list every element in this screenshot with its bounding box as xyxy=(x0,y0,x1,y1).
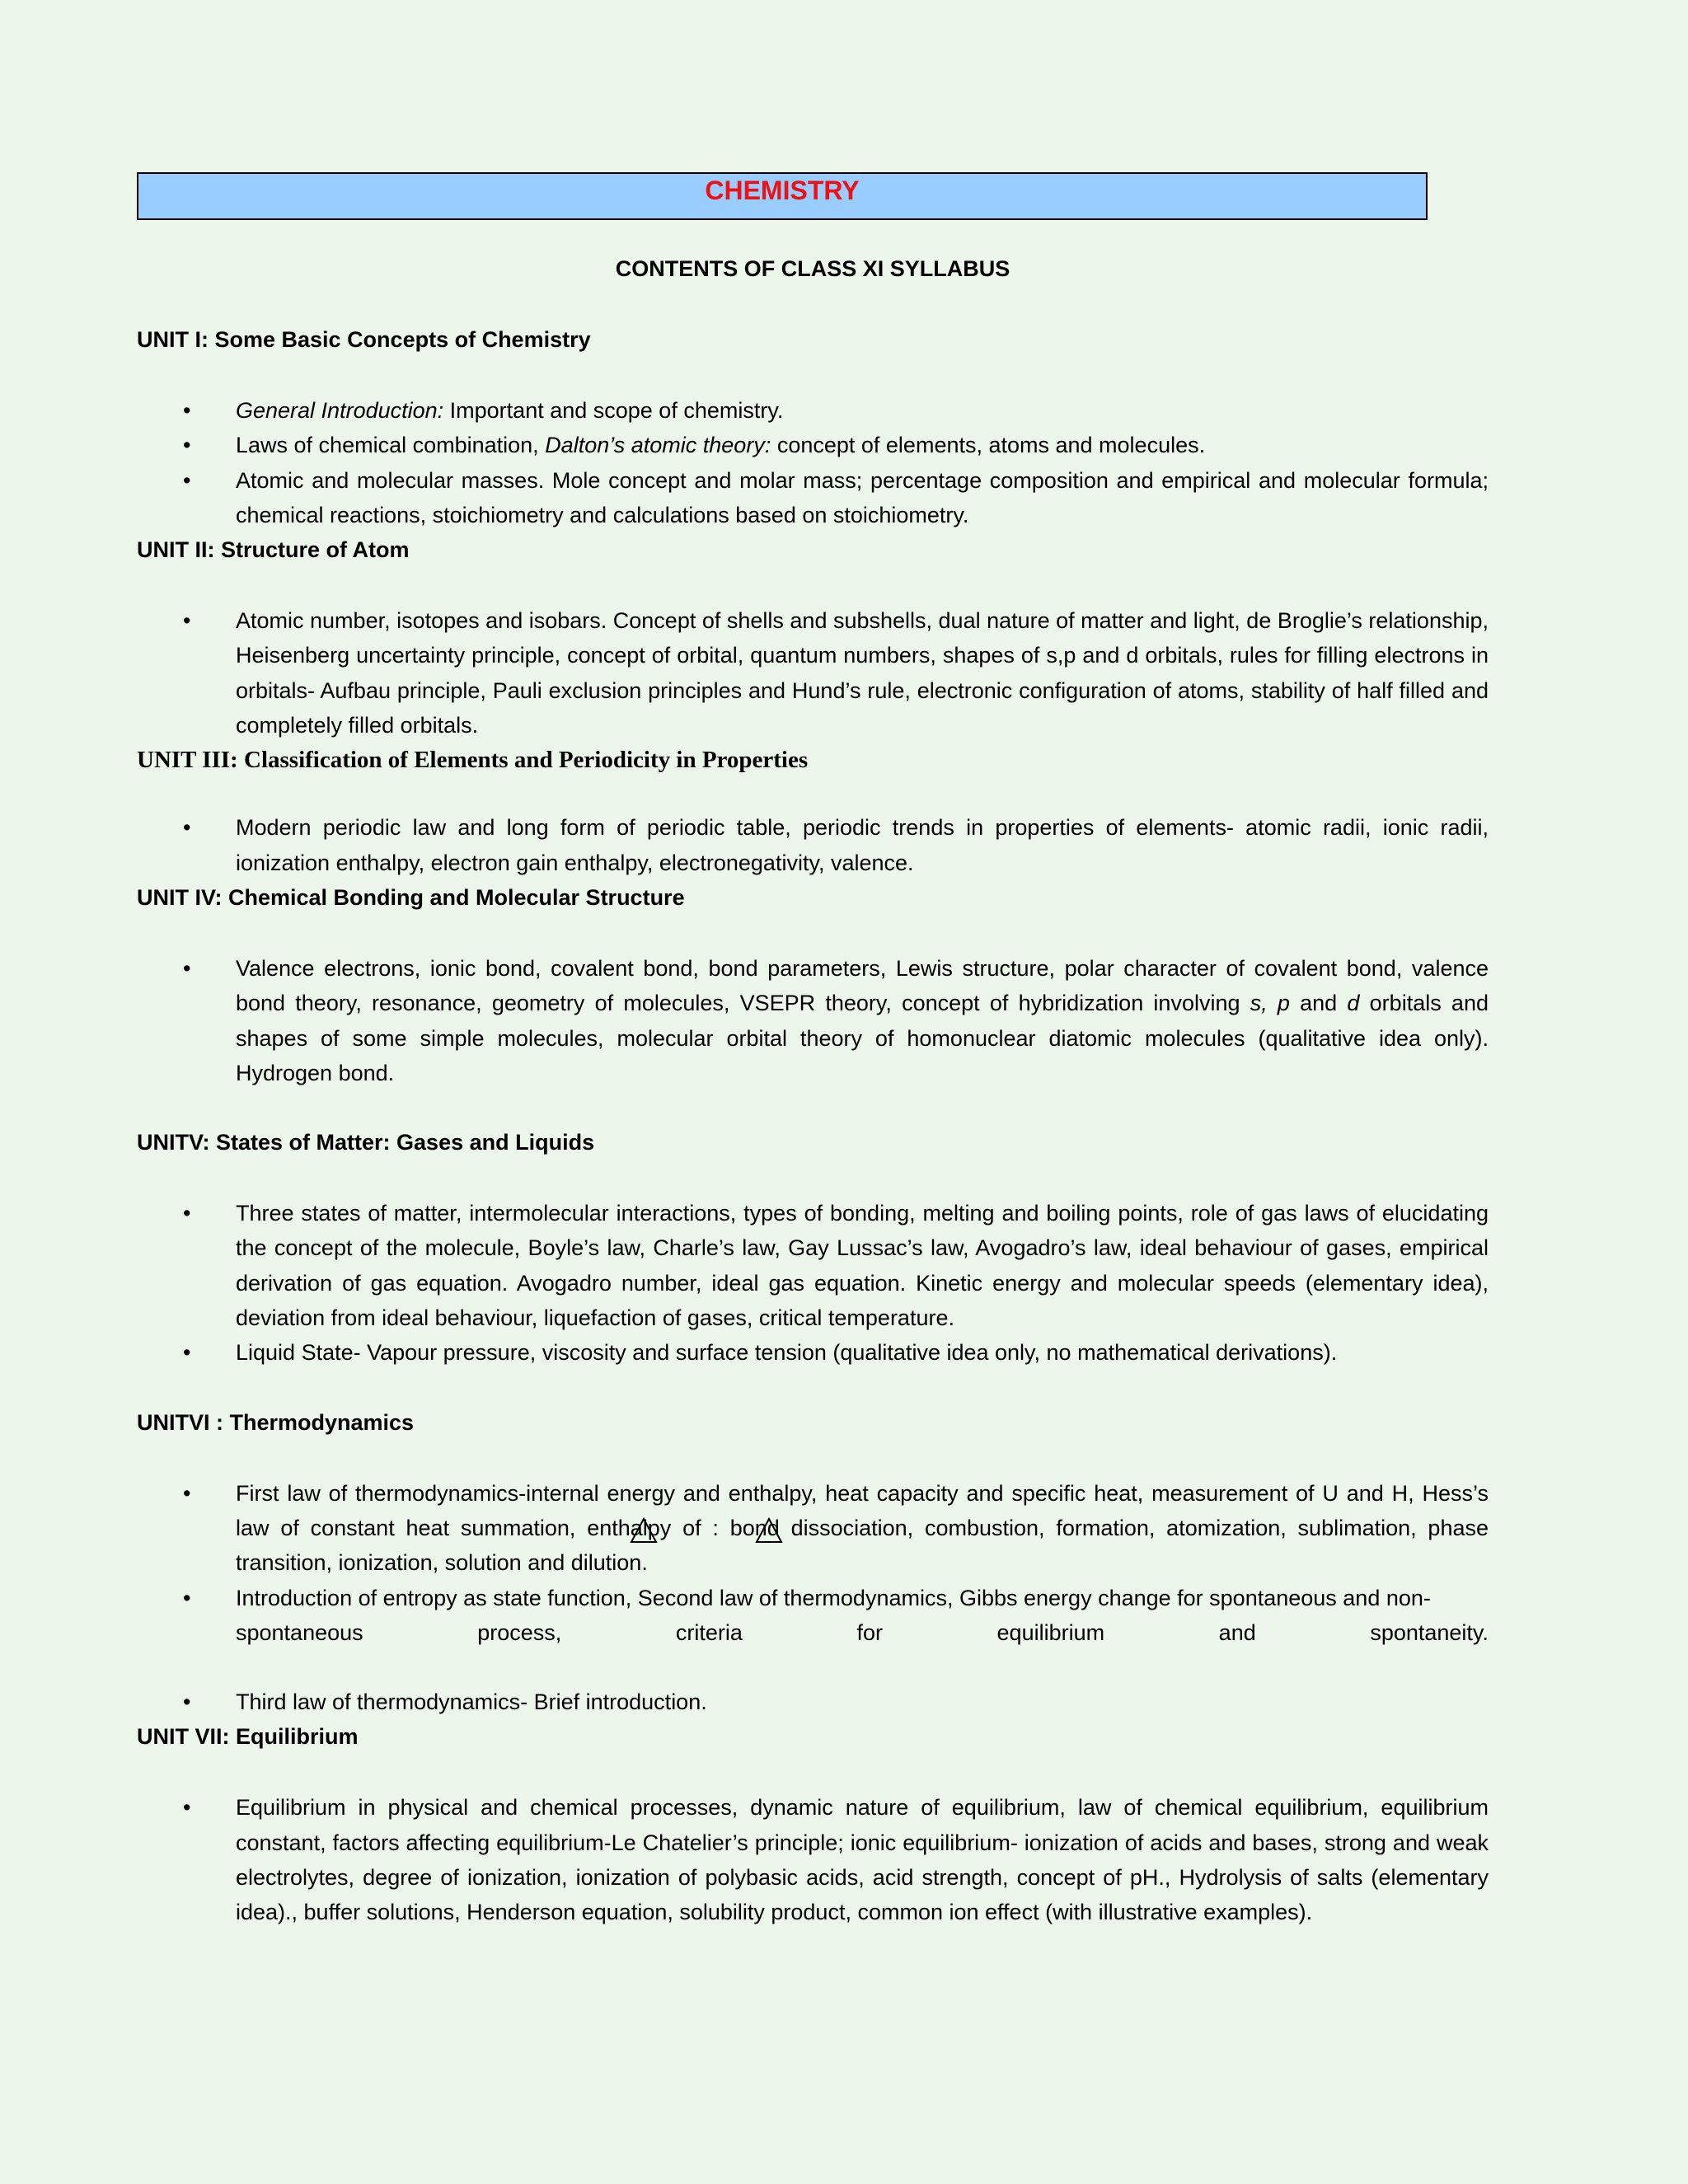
word: spontaneous xyxy=(236,1619,363,1645)
unit-1-list xyxy=(137,393,1489,532)
word: process, xyxy=(477,1619,562,1645)
list-item xyxy=(137,951,1489,1090)
emphasis-text: Dalton’s atomic theory: xyxy=(545,433,771,458)
syllabus-content xyxy=(137,322,1489,1930)
list-item-text: concept of elements, atoms and molecules. xyxy=(771,433,1206,458)
word: criteria xyxy=(675,1619,743,1645)
list-item-text: Valence electrons, ionic bond, covalent bond, bond parameters, Lewis structure, polar character of covalent bond, valence bond theory, resonance, geometry of molecules, VSEPR theory, concept of hybridization involving xyxy=(236,955,1489,1016)
unit-7-heading: UNIT VII: Equilibrium xyxy=(137,1724,359,1750)
word: for xyxy=(856,1619,883,1645)
list-item-text: Atomic and molecular masses. Mole concept and molar mass; percentage composition and empirical and molecular formula; chemical reactions, stoichiometry and calculations based on stoichiometry. xyxy=(236,467,1489,527)
page-title: CHEMISTRY xyxy=(705,176,860,205)
word: equilibrium xyxy=(996,1619,1105,1645)
unit-4-heading: UNIT IV: Chemical Bonding and Molecular Structure xyxy=(137,884,685,910)
unit-5-heading: UNITV: States of Matter: Gases and Liquids xyxy=(137,1130,595,1155)
emphasis-text: d xyxy=(1347,991,1360,1016)
unit-7-list xyxy=(137,1790,1489,1929)
list-item xyxy=(137,1790,1489,1929)
bullet-icon: • xyxy=(183,433,191,458)
list-item xyxy=(137,603,1489,743)
list-item-text: First law of thermodynamics-internal energy and enthalpy, heat capacity and specific heat, measurement of U and H, Hess’s law of constant heat summation, enthalpy of : bond dissociation, combustion, formation, atomization, sublimation, phase transition, ionization, solution and dilution. xyxy=(236,1480,1489,1576)
list-item-text: orbitals and shapes of some simple molecules, molecular orbital theory of homonuclear diatomic molecules (qualitative idea only). Hydrogen bond. xyxy=(236,991,1489,1085)
unit-6-list xyxy=(137,1476,1489,1650)
bullet-icon: • xyxy=(183,608,191,634)
title-banner xyxy=(137,172,1428,220)
list-item-text: Modern periodic law and long form of periodic table, periodic trends in properties of elements- atomic radii, ionic radii, ionization enthalpy, electron gain enthalpy, electronegativity, valence. xyxy=(236,815,1489,875)
list-item xyxy=(137,1196,1489,1335)
list-item xyxy=(137,1581,1489,1651)
bullet-icon: • xyxy=(183,1585,191,1610)
unit-5-list xyxy=(137,1196,1489,1370)
bullet-icon: • xyxy=(183,815,191,841)
emphasis-text: General Introduction: xyxy=(236,398,444,423)
list-item-text: Important and scope of chemistry. xyxy=(443,398,784,423)
unit-6-list-extra xyxy=(137,1685,1489,1719)
unit-3-list xyxy=(137,810,1489,880)
list-item-text: Third law of thermodynamics- Brief introduction. xyxy=(236,1690,707,1715)
spread-line xyxy=(236,1615,1489,1650)
list-item xyxy=(137,463,1489,533)
list-item-text: Laws of chemical combination, xyxy=(236,433,546,458)
bullet-icon: • xyxy=(183,467,191,493)
list-item-text: and xyxy=(1289,991,1348,1016)
list-item-text: Introduction of entropy as state function, Second law of thermodynamics, Gibbs energy change for spontaneous and non- xyxy=(236,1585,1431,1610)
bullet-icon: • xyxy=(183,1480,191,1506)
page-subtitle: CONTENTS OF CLASS XI SYLLABUS xyxy=(615,256,1010,281)
bullet-icon: • xyxy=(183,1201,191,1226)
list-item xyxy=(137,1476,1489,1581)
list-item xyxy=(137,1335,1489,1370)
list-item-text: Three states of matter, intermolecular interactions, types of bonding, melting and boiling points, role of gas laws of elucidating the concept of the molecule, Boyle’s law, Charle’s law, Gay Lussac’s law, Avogadro’s law, ideal behaviour of gases, empirical derivation of gas equation. Avogadro number, ideal gas equation. Kinetic energy and molecular speeds (elementary idea), deviation from ideal behaviour, liquefaction of gases, critical temperature. xyxy=(236,1201,1489,1331)
bullet-icon: • xyxy=(183,1795,191,1821)
list-item-text: Atomic number, isotopes and isobars. Concept of shells and subshells, dual nature of matter and light, de Broglie’s relationship, Heisenberg uncertainty principle, concept of orbital, quantum numbers, shapes of s,p and d orbitals, rules for filling electrons in orbitals- Aufbau principle, Pauli exclusion principles and Hund’s rule, electronic configuration of atoms, stability of half filled and completely filled orbitals. xyxy=(236,608,1489,738)
emphasis-text: s, p xyxy=(1250,991,1290,1016)
unit-2-list xyxy=(137,603,1489,743)
bullet-icon: • xyxy=(183,398,191,423)
word: and xyxy=(1218,1619,1256,1645)
list-item xyxy=(137,1685,1489,1719)
list-item-text: Liquid State- Vapour pressure, viscosity and surface tension (qualitative idea only, no mathematical derivations). xyxy=(236,1340,1338,1366)
list-item-text: Equilibrium in physical and chemical processes, dynamic nature of equilibrium, law of chemical equilibrium, equilibrium constant, factors affecting equilibrium-Le Chatelier’s principle; ionic equilibrium- ionization of acids and bases, strong and weak electrolytes, degree of ionization, ionization of polybasic acids, acid strength, concept of pH., Hydrolysis of salts (elementary idea)., buffer solutions, Henderson equation, solubility product, common ion effect (with illustrative examples). xyxy=(236,1795,1489,1925)
bullet-icon: • xyxy=(183,955,191,981)
unit-1-heading: UNIT I: Some Basic Concepts of Chemistry xyxy=(137,327,591,352)
delta-triangle-icon xyxy=(755,1517,783,1544)
unit-4-list xyxy=(137,951,1489,1090)
delta-triangle-icon xyxy=(630,1517,658,1544)
unit-2-heading: UNIT II: Structure of Atom xyxy=(137,537,410,563)
list-item xyxy=(137,393,1489,428)
unit-6-heading: UNITVI : Thermodynamics xyxy=(137,1409,415,1435)
unit-3-heading: UNIT III: Classification of Elements and Periodicity in Properties xyxy=(137,747,809,774)
bullet-icon: • xyxy=(183,1340,191,1366)
list-item xyxy=(137,428,1489,462)
bullet-icon: • xyxy=(183,1690,191,1715)
list-item xyxy=(137,810,1489,880)
word: spontaneity. xyxy=(1370,1619,1489,1645)
